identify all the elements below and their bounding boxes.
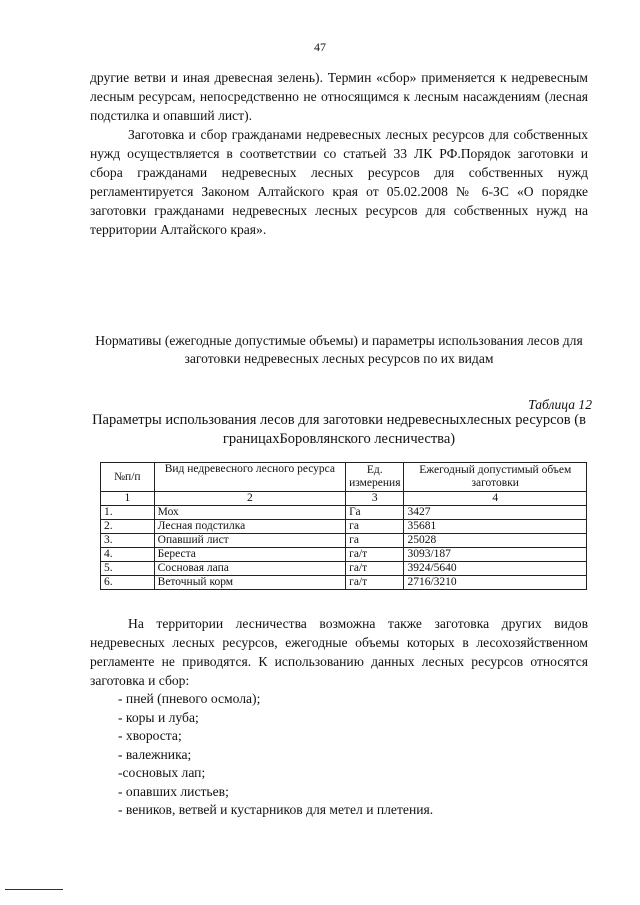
cell-volume: 3924/5640 <box>404 562 587 576</box>
cell-number: 6. <box>101 576 155 590</box>
header-volume: Ежегодный допустимый объем заготовки <box>404 463 587 492</box>
page-number: 47 <box>314 40 326 54</box>
cell-resource: Береста <box>154 548 345 562</box>
table-row <box>101 548 587 562</box>
cell-volume: 3093/187 <box>404 548 587 562</box>
cell-resource: Мох <box>154 506 345 520</box>
cell-number: 3. <box>101 534 155 548</box>
list-item: -сосновых лап; <box>118 765 206 780</box>
header-number: №п/п <box>101 463 155 492</box>
cell-unit: га/т <box>346 548 404 562</box>
table-row <box>101 520 587 534</box>
resources-table <box>100 462 587 590</box>
list-item: - коры и луба; <box>118 709 199 725</box>
cell-volume: 35681 <box>404 520 587 534</box>
cell-unit: га/т <box>346 576 404 590</box>
cell-volume: 3427 <box>404 506 587 520</box>
col-number-3: 3 <box>346 492 404 506</box>
table-title: Параметры использования лесов для заготовки недревесныхлесных ресурсов (в границахБоровлянского лесничества) <box>92 412 586 447</box>
list-item: - хвороста; <box>118 728 182 743</box>
cell-resource: Опавший лист <box>154 534 345 548</box>
cell-number: 1. <box>101 506 155 520</box>
cell-unit: га <box>346 534 404 548</box>
cell-number: 4. <box>101 548 155 562</box>
cell-resource: Веточный корм <box>154 576 345 590</box>
cell-unit: га <box>346 520 404 534</box>
cell-resource: Лесная подстилка <box>154 520 345 534</box>
section-heading: Нормативы (ежегодные допустимые объемы) и параметры использования лесов для заготовки недревесных лесных ресурсов по их видам <box>95 333 583 366</box>
table-row <box>101 576 587 590</box>
list-item: - валежника; <box>118 746 192 762</box>
cell-resource: Сосновая лапа <box>154 562 345 576</box>
footer-divider <box>5 889 63 890</box>
header-unit: Ед. измерения <box>346 463 404 492</box>
cell-volume: 2716/3210 <box>404 576 587 590</box>
table-row <box>101 562 587 576</box>
cell-unit: Га <box>346 506 404 520</box>
col-number-1: 1 <box>101 492 155 506</box>
table-label: Таблица 12 <box>528 397 592 412</box>
table-row <box>101 506 587 520</box>
cell-volume: 25028 <box>404 534 587 548</box>
list-item: - пней (пневого осмола); <box>118 691 261 706</box>
col-number-4: 4 <box>404 492 587 506</box>
cell-number: 2. <box>101 520 155 534</box>
cell-number: 5. <box>101 562 155 576</box>
paragraph-intro: другие ветви и иная древесная зелень). Термин «сбор» применяется к недревесным лесным ресурсам, непосредственно не относящимся к лесным насаждениям (лесная подстилка и опавший лист). <box>90 70 588 123</box>
col-number-2: 2 <box>154 492 345 506</box>
header-resource: Вид недревесного лесного ресурса <box>154 463 345 492</box>
table-row <box>101 534 587 548</box>
paragraph-other-resources: На территории лесничества возможна также заготовка других видов недревесных лесных ресурсов, ежегодные объемы которых в лесохозяйственном регламенте не приводятся. К использованию данных лесных ресурсов относятся заготовка и сбор: <box>90 616 588 688</box>
list-item: - опавших листьев; <box>118 783 229 799</box>
cell-unit: га/т <box>346 562 404 576</box>
resource-list <box>118 690 433 820</box>
list-item: - веников, ветвей и кустарников для метел и плетения. <box>118 802 434 817</box>
paragraph-legal: Заготовка и сбор гражданами недревесных лесных ресурсов для собственных нужд осуществляется в соответствии со статьей 33 ЛК РФ.Порядок заготовки и сбора гражданами недревесных лесных ресурсов для собственных нужд регламентируется Законом Алтайского края от 05.02.2008 № 6-ЗС «О порядке заготовки гражданами недревесных лесных ресурсов для собственных нужд на территории Алтайского края». <box>90 127 588 237</box>
